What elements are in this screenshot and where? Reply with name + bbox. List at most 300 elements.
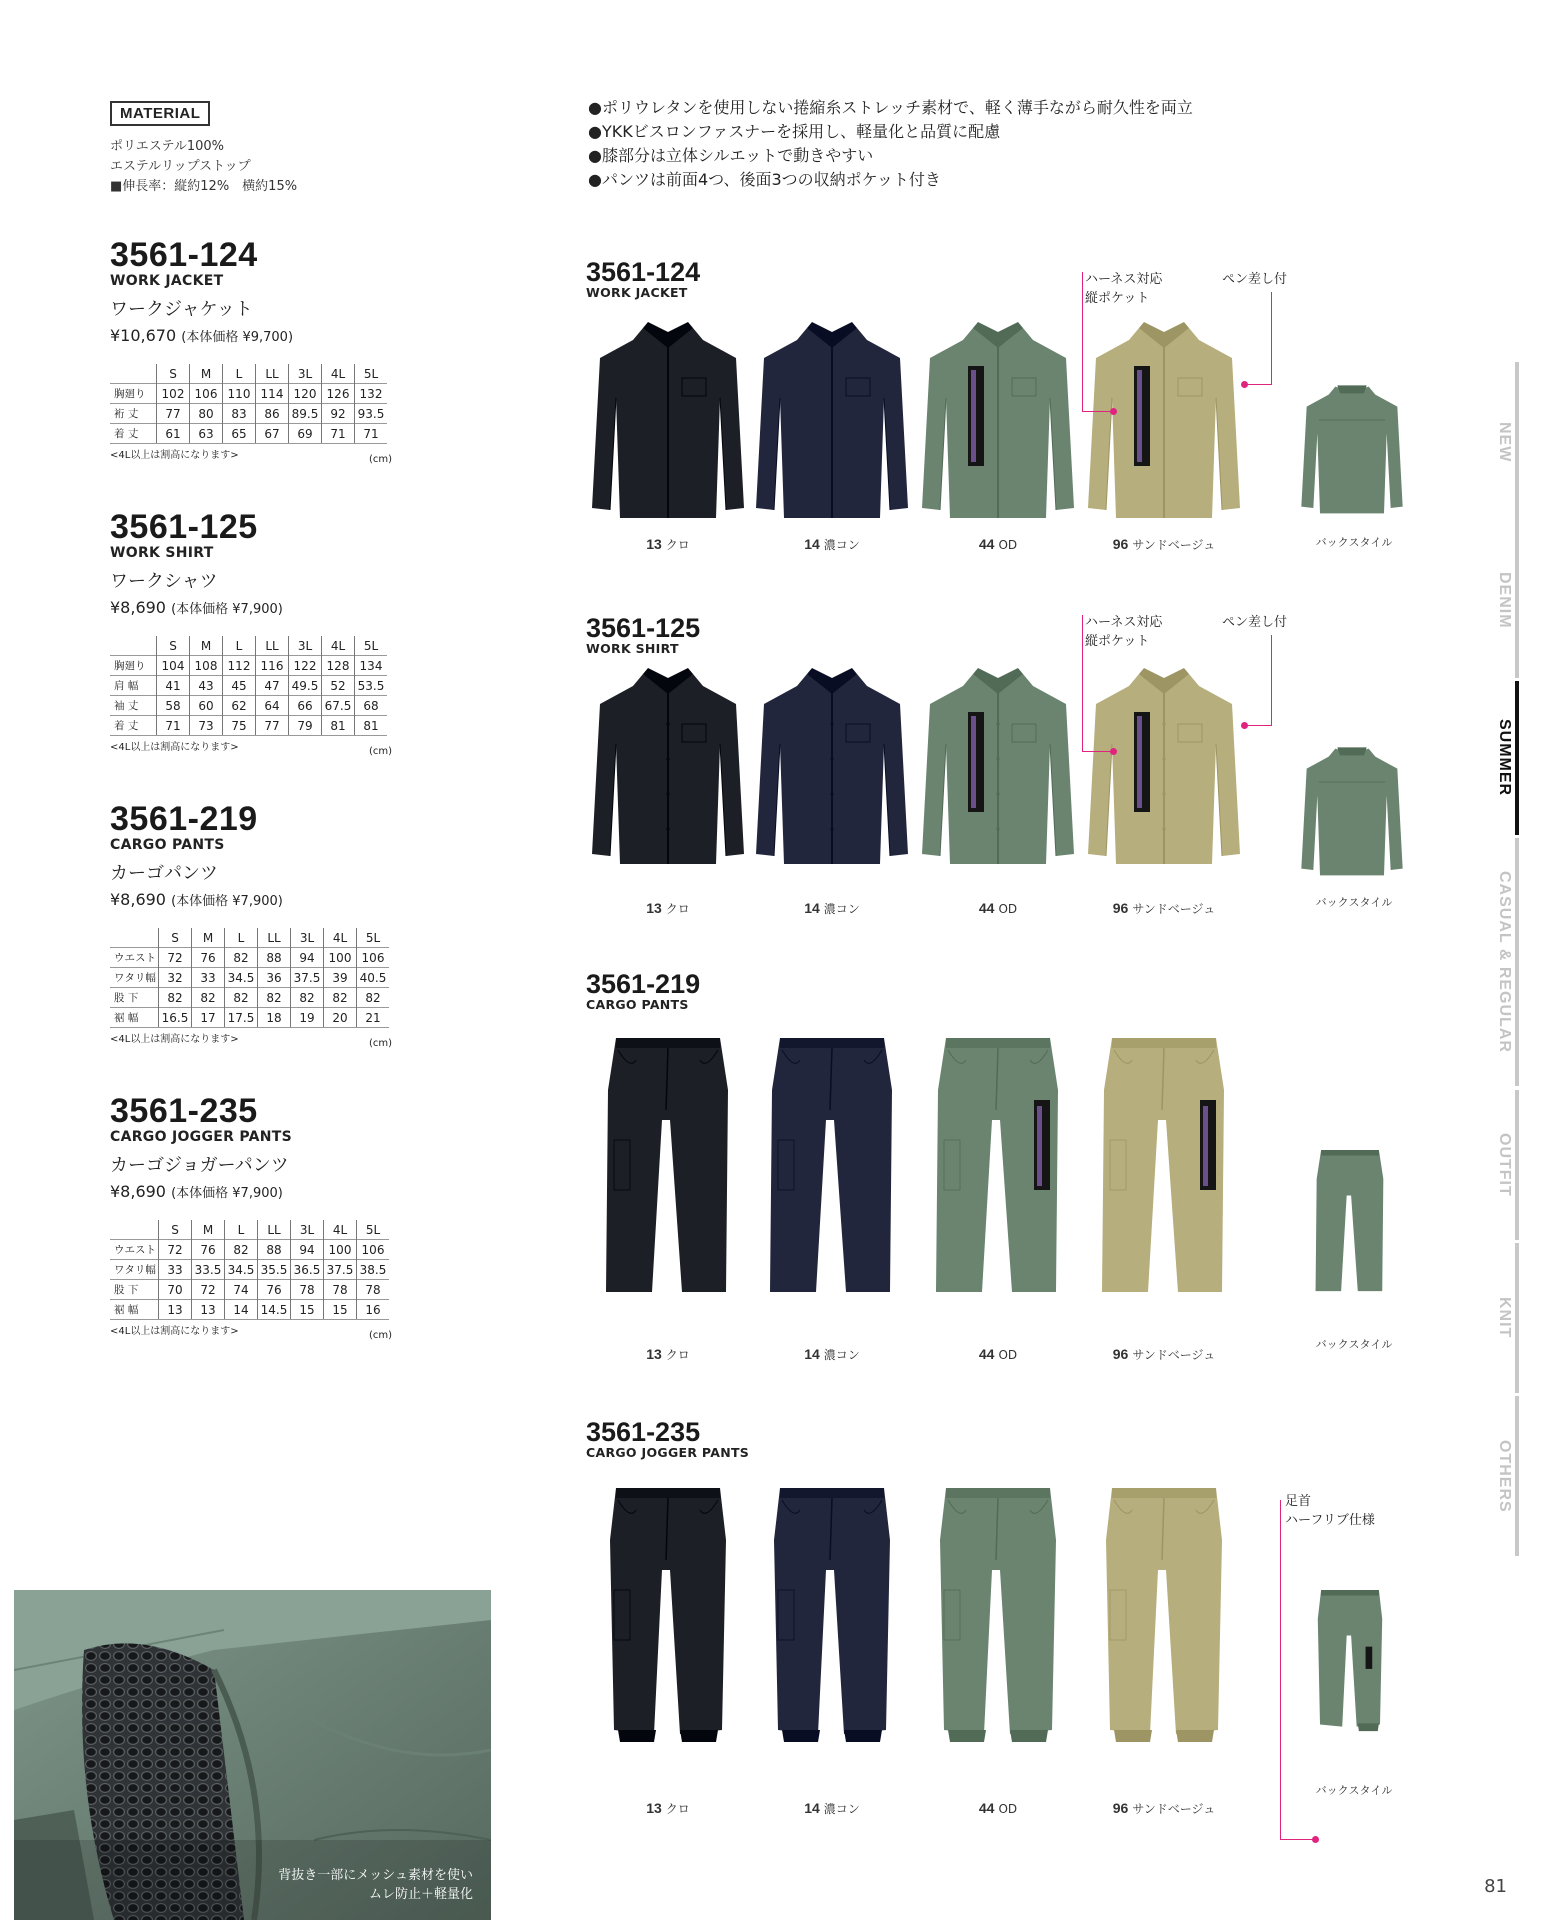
size-cell: 65 bbox=[223, 424, 256, 444]
tab-label: CASUAL & REGULAR bbox=[1496, 871, 1513, 1053]
color-caption bbox=[1074, 900, 1254, 917]
size-cell: 69 bbox=[289, 424, 322, 444]
color-number: 13 bbox=[646, 536, 662, 552]
spec-code: 3561-235 bbox=[110, 1092, 258, 1130]
size-cell: 67 bbox=[256, 424, 289, 444]
size-cell: 36.5 bbox=[291, 1260, 324, 1280]
size-cell: 134 bbox=[355, 656, 388, 676]
product-code: 3561-219 bbox=[586, 969, 701, 999]
size-cell: 着 丈 bbox=[110, 716, 157, 736]
size-cell: 81 bbox=[355, 716, 388, 736]
garment-shirt-44 bbox=[918, 664, 1078, 878]
product-english-name: WORK SHIRT bbox=[586, 641, 679, 656]
spec-japanese-name: カーゴパンツ bbox=[110, 863, 218, 884]
size-header-cell: 5L bbox=[355, 364, 388, 384]
size-cell: 73 bbox=[190, 716, 223, 736]
callout-leader-line bbox=[1271, 292, 1272, 385]
size-cell: 34.5 bbox=[225, 968, 258, 988]
size-header-cell: S bbox=[157, 636, 190, 656]
feature-item: ●YKKビスロンファスナーを採用し、軽量化と品質に配慮 bbox=[588, 122, 1001, 141]
color-name: OD bbox=[998, 1348, 1018, 1362]
garment-jogger-13 bbox=[596, 1480, 740, 1752]
size-header-cell: 5L bbox=[355, 636, 388, 656]
material-description bbox=[110, 137, 297, 197]
garment-shirt-96 bbox=[1084, 664, 1244, 878]
size-cell: 36 bbox=[258, 968, 291, 988]
tab-label: OUTFIT bbox=[1496, 1133, 1513, 1197]
size-unit: (cm) bbox=[368, 746, 392, 757]
color-caption bbox=[578, 1800, 758, 1817]
size-surcharge-note: <4L以上は割高になります> bbox=[110, 450, 239, 461]
callout-line: ハーフリブ仕様 bbox=[1285, 1513, 1375, 1528]
ankle-rib-callout bbox=[1285, 1492, 1375, 1530]
size-cell: 33 bbox=[159, 1260, 192, 1280]
callout-leader-line bbox=[1082, 615, 1083, 752]
size-cell: 裾 幅 bbox=[110, 1300, 159, 1320]
size-header-cell bbox=[110, 1220, 159, 1240]
size-cell: 股 下 bbox=[110, 1280, 159, 1300]
tab-bar bbox=[1515, 681, 1519, 835]
size-cell: 67.5 bbox=[322, 696, 355, 716]
material-line: エステルリップストップ bbox=[110, 159, 251, 174]
callout-dot bbox=[1241, 381, 1248, 388]
size-cell: 110 bbox=[223, 384, 256, 404]
spec-japanese-name: カーゴジョガーパンツ bbox=[110, 1155, 289, 1176]
size-cell: 64 bbox=[256, 696, 289, 716]
size-cell: 77 bbox=[157, 404, 190, 424]
size-table bbox=[110, 928, 389, 1028]
size-row bbox=[110, 968, 389, 988]
size-cell: 袖 丈 bbox=[110, 696, 157, 716]
color-caption bbox=[578, 1346, 758, 1363]
size-cell: 37.5 bbox=[324, 1260, 357, 1280]
size-table bbox=[110, 636, 387, 736]
size-cell: 52 bbox=[322, 676, 355, 696]
size-cell: 72 bbox=[159, 948, 192, 968]
spec-code: 3561-124 bbox=[110, 236, 258, 274]
size-cell: 53.5 bbox=[355, 676, 388, 696]
size-cell: 17 bbox=[192, 1008, 225, 1028]
mesh-photo-caption bbox=[278, 1866, 473, 1904]
size-cell: 裾 幅 bbox=[110, 1008, 159, 1028]
size-cell: 14 bbox=[225, 1300, 258, 1320]
garment-pants-96 bbox=[1092, 1030, 1236, 1302]
size-cell: 38.5 bbox=[357, 1260, 390, 1280]
size-header-cell bbox=[110, 364, 157, 384]
size-cell: ワタリ幅 bbox=[110, 1260, 159, 1280]
size-header-cell bbox=[110, 928, 159, 948]
size-cell: 13 bbox=[192, 1300, 225, 1320]
product-english-name: CARGO JOGGER PANTS bbox=[586, 1445, 750, 1460]
spec-block bbox=[110, 238, 410, 465]
size-cell: 92 bbox=[322, 404, 355, 424]
size-header-cell: 4L bbox=[322, 364, 355, 384]
color-caption bbox=[742, 1800, 922, 1817]
size-cell: 100 bbox=[324, 1240, 357, 1260]
tab-knit[interactable] bbox=[1489, 1243, 1519, 1393]
color-name: サンドベージュ bbox=[1132, 538, 1216, 552]
size-cell: ワタリ幅 bbox=[110, 968, 159, 988]
back-style-caption: バックスタイル bbox=[1315, 536, 1393, 549]
tab-outfit[interactable] bbox=[1489, 1090, 1519, 1240]
size-cell: 82 bbox=[357, 988, 390, 1008]
size-note bbox=[110, 738, 390, 757]
callout-leader-line bbox=[1280, 1500, 1281, 1840]
tab-label: NEW bbox=[1496, 421, 1513, 463]
size-cell: 68 bbox=[355, 696, 388, 716]
product-heading bbox=[586, 614, 700, 656]
color-caption bbox=[742, 536, 922, 553]
tab-summer[interactable] bbox=[1489, 681, 1519, 835]
harness-pocket-callout bbox=[1085, 270, 1162, 308]
size-header-cell bbox=[110, 636, 157, 656]
garment-jogger-44 bbox=[926, 1480, 1070, 1752]
size-note bbox=[110, 1322, 390, 1341]
product-code: 3561-124 bbox=[586, 257, 701, 287]
size-cell: 80 bbox=[190, 404, 223, 424]
color-name: クロ bbox=[665, 538, 690, 552]
size-header-row bbox=[110, 928, 389, 948]
size-unit: (cm) bbox=[368, 1038, 392, 1049]
callout-dot bbox=[1312, 1836, 1319, 1843]
size-cell: ウエスト bbox=[110, 1240, 159, 1260]
price-value: ¥8,690 bbox=[110, 598, 166, 617]
size-unit: (cm) bbox=[368, 454, 392, 465]
size-header-cell: LL bbox=[258, 1220, 291, 1240]
size-header-cell: 3L bbox=[289, 364, 322, 384]
spec-english-name: WORK JACKET bbox=[110, 273, 224, 289]
size-cell: 62 bbox=[223, 696, 256, 716]
size-header-row bbox=[110, 364, 387, 384]
size-row bbox=[110, 424, 387, 444]
size-cell: 88 bbox=[258, 1240, 291, 1260]
size-cell: 116 bbox=[256, 656, 289, 676]
size-surcharge-note: <4L以上は割高になります> bbox=[110, 742, 239, 753]
size-row bbox=[110, 988, 389, 1008]
size-note bbox=[110, 1030, 390, 1049]
tab-bar bbox=[1515, 1090, 1519, 1240]
size-cell: 93.5 bbox=[355, 404, 388, 424]
size-cell: 15 bbox=[324, 1300, 357, 1320]
size-cell: 79 bbox=[289, 716, 322, 736]
mesh-detail-photo bbox=[14, 1590, 491, 1920]
color-number: 44 bbox=[978, 1800, 995, 1816]
garment-jacket-96 bbox=[1084, 318, 1244, 532]
size-cell: 120 bbox=[289, 384, 322, 404]
size-header-cell: 5L bbox=[357, 928, 390, 948]
color-name: 濃コン bbox=[823, 1802, 860, 1816]
size-cell: 108 bbox=[190, 656, 223, 676]
garment-back-style bbox=[1296, 380, 1408, 524]
back-style-caption: バックスタイル bbox=[1315, 1784, 1393, 1797]
color-caption bbox=[742, 1346, 922, 1363]
size-row bbox=[110, 948, 389, 968]
size-cell: 104 bbox=[157, 656, 190, 676]
size-cell: 19 bbox=[291, 1008, 324, 1028]
color-caption bbox=[1074, 1346, 1254, 1363]
callout-line: 縦ポケット bbox=[1085, 291, 1150, 306]
size-cell: 114 bbox=[256, 384, 289, 404]
color-number: 44 bbox=[978, 900, 995, 916]
color-name: OD bbox=[998, 902, 1018, 916]
size-cell: 102 bbox=[157, 384, 190, 404]
color-name: OD bbox=[998, 538, 1018, 552]
size-cell: 82 bbox=[291, 988, 324, 1008]
spec-price bbox=[110, 326, 410, 348]
size-row bbox=[110, 716, 387, 736]
size-cell: 88 bbox=[258, 948, 291, 968]
color-name: OD bbox=[998, 1802, 1018, 1816]
size-cell: 股 下 bbox=[110, 988, 159, 1008]
feature-list bbox=[588, 96, 1193, 192]
feature-item: ●膝部分は立体シルエットで動きやすい bbox=[588, 146, 874, 165]
tab-others[interactable] bbox=[1489, 1396, 1519, 1556]
size-cell: 76 bbox=[192, 948, 225, 968]
spec-japanese-name: ワークジャケット bbox=[110, 299, 253, 320]
size-table bbox=[110, 364, 387, 444]
size-cell: 20 bbox=[324, 1008, 357, 1028]
size-cell: 41 bbox=[157, 676, 190, 696]
size-cell: 74 bbox=[225, 1280, 258, 1300]
back-style-caption: バックスタイル bbox=[1315, 1338, 1393, 1351]
callout-dot bbox=[1241, 722, 1248, 729]
color-caption bbox=[742, 900, 922, 917]
color-number: 13 bbox=[646, 900, 662, 916]
product-heading bbox=[586, 1418, 749, 1460]
color-number: 96 bbox=[1112, 900, 1129, 916]
price-base: (本体価格 ¥7,900) bbox=[171, 602, 283, 617]
size-row bbox=[110, 1008, 389, 1028]
size-cell: 15 bbox=[291, 1300, 324, 1320]
tab-label: KNIT bbox=[1496, 1297, 1513, 1339]
size-cell: 37.5 bbox=[291, 968, 324, 988]
size-cell: 122 bbox=[289, 656, 322, 676]
size-cell: 32 bbox=[159, 968, 192, 988]
callout-leader-line bbox=[1082, 272, 1083, 412]
caption-line: ムレ防止＋軽量化 bbox=[368, 1887, 473, 1902]
color-name: クロ bbox=[665, 902, 690, 916]
size-header-cell: LL bbox=[258, 928, 291, 948]
size-cell: 82 bbox=[225, 988, 258, 1008]
garment-jogger-14 bbox=[760, 1480, 904, 1752]
size-cell: 35.5 bbox=[258, 1260, 291, 1280]
size-cell: 13 bbox=[159, 1300, 192, 1320]
color-number: 96 bbox=[1112, 536, 1129, 552]
callout-dot bbox=[1110, 748, 1117, 755]
tab-denim[interactable] bbox=[1489, 522, 1519, 678]
size-cell: 94 bbox=[291, 1240, 324, 1260]
callout-leader-line bbox=[1082, 411, 1112, 412]
color-number: 14 bbox=[804, 536, 820, 552]
material-badge: MATERIAL bbox=[110, 101, 210, 126]
color-caption bbox=[908, 1346, 1088, 1362]
size-cell: 82 bbox=[324, 988, 357, 1008]
feature-item: ●パンツは前面4つ、後面3つの収納ポケット付き bbox=[588, 170, 941, 189]
spec-price bbox=[110, 598, 410, 620]
size-header-cell: M bbox=[192, 928, 225, 948]
size-header-row bbox=[110, 636, 387, 656]
callout-dot bbox=[1110, 408, 1117, 415]
harness-pocket-callout bbox=[1085, 613, 1162, 651]
size-cell: 裄 丈 bbox=[110, 404, 157, 424]
spec-english-name: CARGO JOGGER PANTS bbox=[110, 1129, 293, 1145]
size-cell: 89.5 bbox=[289, 404, 322, 424]
back-style-caption: バックスタイル bbox=[1315, 896, 1393, 909]
size-row bbox=[110, 404, 387, 424]
spec-price bbox=[110, 1182, 410, 1204]
size-cell: 胸廻り bbox=[110, 656, 157, 676]
garment-jogger-96 bbox=[1092, 1480, 1236, 1752]
size-cell: ウエスト bbox=[110, 948, 159, 968]
size-cell: 86 bbox=[256, 404, 289, 424]
size-cell: 81 bbox=[322, 716, 355, 736]
size-cell: 100 bbox=[324, 948, 357, 968]
callout-leader-line bbox=[1245, 384, 1272, 385]
feature-item: ●ポリウレタンを使用しない捲縮糸ストレッチ素材で、軽く薄手ながら耐久性を両立 bbox=[588, 98, 1193, 117]
size-cell: 61 bbox=[157, 424, 190, 444]
size-cell: 82 bbox=[192, 988, 225, 1008]
size-cell: 82 bbox=[225, 1240, 258, 1260]
spec-japanese-name: ワークシャツ bbox=[110, 571, 218, 592]
size-header-cell: 4L bbox=[324, 1220, 357, 1240]
size-cell: 58 bbox=[157, 696, 190, 716]
spec-english-name: CARGO PANTS bbox=[110, 837, 225, 853]
color-caption bbox=[1074, 536, 1254, 553]
garment-jacket-44 bbox=[918, 318, 1078, 532]
product-heading bbox=[586, 970, 700, 1012]
garment-shirt-14 bbox=[752, 664, 912, 878]
product-code: 3561-125 bbox=[586, 613, 701, 643]
size-cell: 132 bbox=[355, 384, 388, 404]
size-cell: 78 bbox=[357, 1280, 390, 1300]
tab-bar bbox=[1515, 1243, 1519, 1393]
size-cell: 18 bbox=[258, 1008, 291, 1028]
garment-jacket-13 bbox=[588, 318, 748, 532]
color-number: 96 bbox=[1112, 1800, 1129, 1816]
size-cell: 45 bbox=[223, 676, 256, 696]
tab-bar bbox=[1515, 1396, 1519, 1556]
size-header-cell: LL bbox=[256, 636, 289, 656]
size-cell: 106 bbox=[190, 384, 223, 404]
garment-back-style bbox=[1310, 1120, 1390, 1324]
spec-code: 3561-125 bbox=[110, 508, 258, 546]
size-cell: 60 bbox=[190, 696, 223, 716]
size-header-cell: 3L bbox=[289, 636, 322, 656]
size-cell: 126 bbox=[322, 384, 355, 404]
size-cell: 82 bbox=[159, 988, 192, 1008]
tab-new[interactable] bbox=[1489, 362, 1519, 522]
tab-bar bbox=[1515, 362, 1519, 522]
size-cell: 着 丈 bbox=[110, 424, 157, 444]
size-cell: 胸廻り bbox=[110, 384, 157, 404]
size-note bbox=[110, 446, 390, 465]
size-cell: 77 bbox=[256, 716, 289, 736]
size-cell: 14.5 bbox=[258, 1300, 291, 1320]
color-number: 14 bbox=[804, 1346, 820, 1362]
spec-code: 3561-219 bbox=[110, 800, 258, 838]
callout-leader-line bbox=[1245, 725, 1272, 726]
tab-casual-regular[interactable] bbox=[1489, 838, 1519, 1086]
size-cell: 70 bbox=[159, 1280, 192, 1300]
size-header-cell: 3L bbox=[291, 1220, 324, 1240]
size-cell: 43 bbox=[190, 676, 223, 696]
size-header-cell: 3L bbox=[291, 928, 324, 948]
size-header-cell: M bbox=[190, 636, 223, 656]
tab-bar bbox=[1515, 838, 1519, 1086]
size-cell: 49.5 bbox=[289, 676, 322, 696]
color-name: 濃コン bbox=[823, 1348, 860, 1362]
callout-leader-line bbox=[1280, 1839, 1314, 1840]
size-header-cell: S bbox=[157, 364, 190, 384]
size-header-row bbox=[110, 1220, 389, 1240]
size-cell: 83 bbox=[223, 404, 256, 424]
spec-block bbox=[110, 802, 410, 1049]
spec-english-name: WORK SHIRT bbox=[110, 545, 214, 561]
color-caption bbox=[1074, 1800, 1254, 1817]
pen-slot-callout: ペン差し付 bbox=[1222, 272, 1288, 287]
size-header-cell: 4L bbox=[322, 636, 355, 656]
size-cell: 112 bbox=[223, 656, 256, 676]
price-base: (本体価格 ¥7,900) bbox=[171, 894, 283, 909]
size-cell: 33.5 bbox=[192, 1260, 225, 1280]
product-heading bbox=[586, 258, 700, 300]
size-cell: 21 bbox=[357, 1008, 390, 1028]
size-row bbox=[110, 1300, 389, 1320]
spec-block bbox=[110, 510, 410, 757]
size-cell: 82 bbox=[225, 948, 258, 968]
size-cell: 94 bbox=[291, 948, 324, 968]
size-cell: 16.5 bbox=[159, 1008, 192, 1028]
size-cell: 肩 幅 bbox=[110, 676, 157, 696]
garment-pants-14 bbox=[760, 1030, 904, 1302]
color-name: 濃コン bbox=[823, 902, 860, 916]
tab-label: OTHERS bbox=[1496, 1439, 1513, 1513]
size-unit: (cm) bbox=[368, 1330, 392, 1341]
spec-block bbox=[110, 1094, 410, 1341]
size-table bbox=[110, 1220, 389, 1320]
color-number: 96 bbox=[1112, 1346, 1129, 1362]
size-surcharge-note: <4L以上は割高になります> bbox=[110, 1034, 239, 1045]
callout-line: ハーネス対応 bbox=[1085, 272, 1163, 287]
size-row bbox=[110, 1240, 389, 1260]
size-row bbox=[110, 656, 387, 676]
size-cell: 106 bbox=[357, 948, 390, 968]
color-number: 13 bbox=[646, 1800, 662, 1816]
size-cell: 34.5 bbox=[225, 1260, 258, 1280]
size-header-cell: M bbox=[190, 364, 223, 384]
size-header-cell: 4L bbox=[324, 928, 357, 948]
callout-leader-line bbox=[1082, 751, 1112, 752]
size-header-cell: L bbox=[223, 636, 256, 656]
size-cell: 63 bbox=[190, 424, 223, 444]
size-header-cell: L bbox=[225, 1220, 258, 1240]
callout-line: 足首 bbox=[1285, 1494, 1312, 1509]
material-line: ポリエステル100% bbox=[110, 139, 224, 154]
size-cell: 17.5 bbox=[225, 1008, 258, 1028]
size-header-cell: M bbox=[192, 1220, 225, 1240]
size-header-cell: L bbox=[223, 364, 256, 384]
size-cell: 82 bbox=[258, 988, 291, 1008]
size-cell: 78 bbox=[324, 1280, 357, 1300]
size-cell: 128 bbox=[322, 656, 355, 676]
size-cell: 71 bbox=[322, 424, 355, 444]
size-cell: 71 bbox=[355, 424, 388, 444]
color-number: 14 bbox=[804, 900, 820, 916]
page-number: 81 bbox=[1484, 1876, 1507, 1897]
price-value: ¥10,670 bbox=[110, 326, 177, 345]
color-caption bbox=[578, 900, 758, 917]
size-row bbox=[110, 1280, 389, 1300]
